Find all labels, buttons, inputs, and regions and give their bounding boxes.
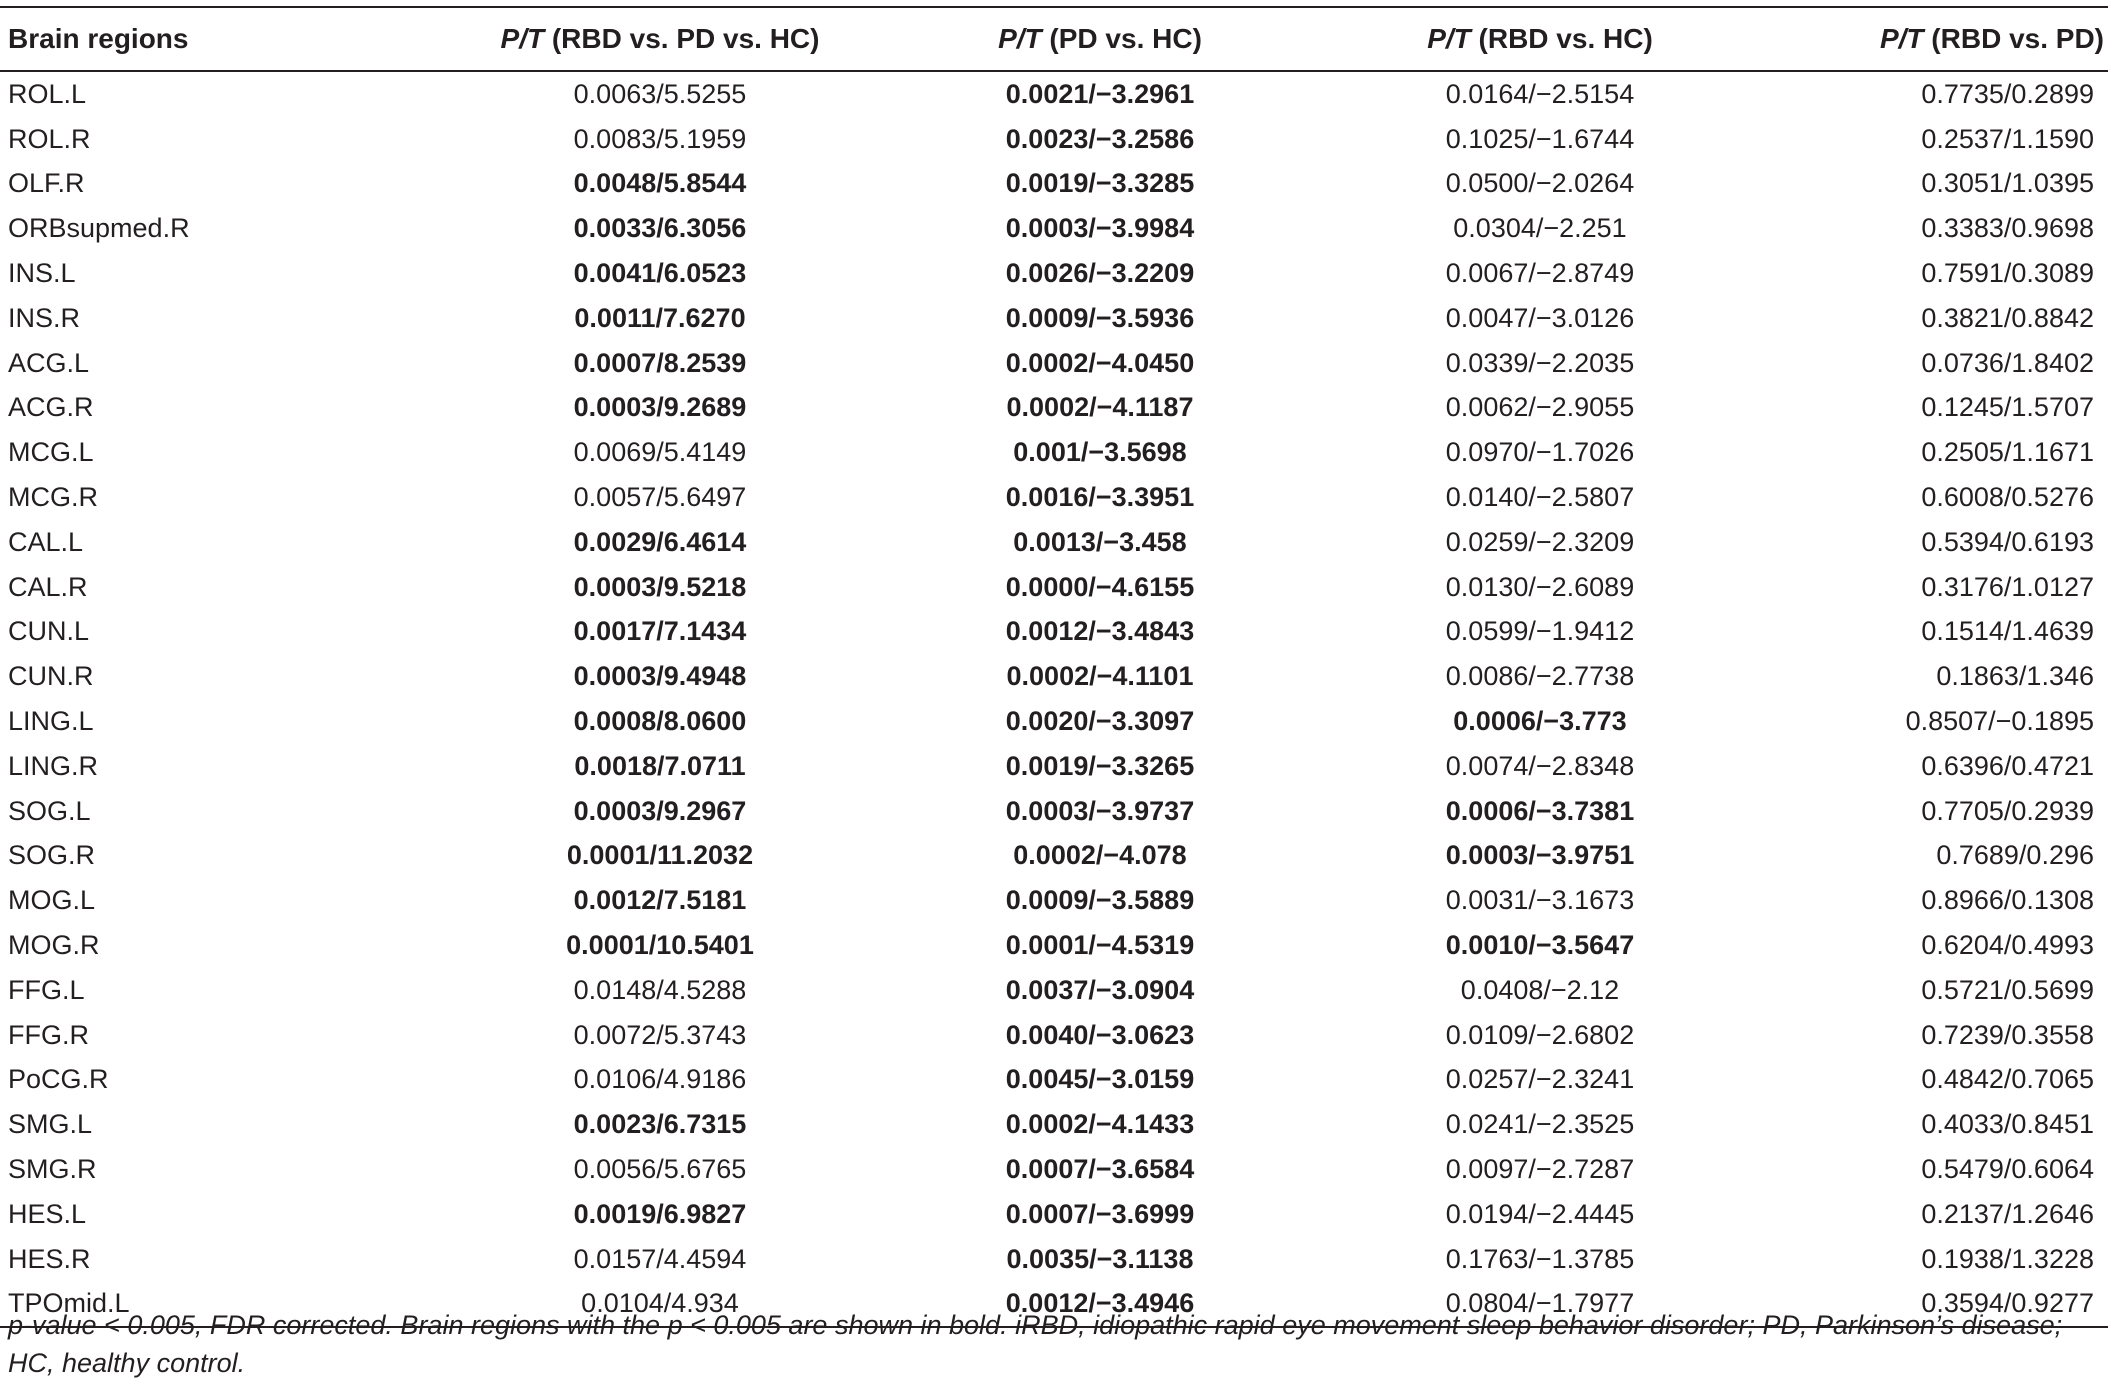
region-cell: SMG.R: [8, 1154, 97, 1185]
rbd-pd-cell: 0.6396/0.4721: [1921, 750, 2094, 781]
rbd-pd-hc-cell: 0.0012/7.5181: [573, 885, 747, 916]
region-cell: MOG.L: [8, 885, 96, 916]
pd-hc-cell: 0.0000/−4.6155: [1005, 571, 1195, 602]
rbd-pd-hc-cell: 0.0023/6.7315: [573, 1109, 747, 1140]
region-cell: ACG.R: [8, 392, 94, 423]
rbd-hc-cell: 0.0408/−2.12: [1460, 974, 1620, 1005]
rbd-hc-cell: 0.0257/−2.3241: [1445, 1064, 1635, 1095]
table-row: [0, 251, 2108, 296]
region-cell: SOG.L: [8, 795, 91, 826]
region-cell: ACG.L: [8, 347, 90, 378]
rbd-pd-cell: 0.6008/0.5276: [1921, 482, 2094, 513]
rbd-hc-cell: 0.0164/−2.5154: [1445, 78, 1635, 109]
pd-hc-cell: 0.0002/−4.1433: [1005, 1109, 1195, 1140]
rbd-pd-hc-cell: 0.0007/8.2539: [573, 347, 747, 378]
pd-hc-cell: 0.0019/−3.3285: [1005, 168, 1195, 199]
table-row: [0, 834, 2108, 879]
pd-hc-cell: 0.0002/−4.078: [1013, 840, 1187, 871]
pd-hc-cell: 0.0009/−3.5936: [1005, 302, 1195, 333]
rbd-hc-cell: 0.0500/−2.0264: [1445, 168, 1635, 199]
header-rbd-pd-hc: P/T (RBD vs. PD vs. HC): [440, 7, 880, 71]
table-row: [0, 162, 2108, 207]
rbd-pd-hc-cell: 0.0056/5.6765: [573, 1154, 747, 1185]
rbd-pd-hc-cell: 0.0148/4.5288: [573, 974, 747, 1005]
rbd-hc-cell: 0.0970/−1.7026: [1445, 437, 1635, 468]
pd-hc-cell: 0.0007/−3.6584: [1005, 1154, 1195, 1185]
region-cell: PoCG.R: [8, 1064, 109, 1095]
rbd-hc-cell: 0.0140/−2.5807: [1445, 482, 1635, 513]
pd-hc-cell: 0.0012/−3.4843: [1005, 616, 1195, 647]
table-row: [0, 117, 2108, 162]
region-cell: CUN.L: [8, 616, 90, 647]
table-row: [0, 1237, 2108, 1282]
region-cell: LING.R: [8, 750, 99, 781]
rbd-pd-cell: 0.7735/0.2899: [1921, 78, 2094, 109]
rbd-pd-cell: 0.0736/1.8402: [1921, 347, 2094, 378]
table-row: [0, 206, 2108, 251]
rbd-hc-cell: 0.0599/−1.9412: [1445, 616, 1635, 647]
rbd-hc-cell: 0.0086/−2.7738: [1445, 661, 1635, 692]
rbd-hc-cell: 0.0097/−2.7287: [1445, 1154, 1635, 1185]
region-cell: MCG.L: [8, 437, 94, 468]
pd-hc-cell: 0.0007/−3.6999: [1005, 1198, 1195, 1229]
table-row: [0, 1147, 2108, 1192]
pd-hc-cell: 0.0002/−4.1101: [1006, 661, 1194, 692]
table-row: [0, 1013, 2108, 1058]
rbd-pd-cell: 0.3821/0.8842: [1921, 302, 2094, 333]
table-row: [0, 475, 2108, 520]
rbd-hc-cell: 0.0067/−2.8749: [1445, 258, 1635, 289]
rbd-pd-hc-cell: 0.0072/5.3743: [573, 1019, 747, 1050]
region-cell: ORBsupmed.R: [8, 213, 190, 244]
rbd-pd-hc-cell: 0.0063/5.5255: [573, 78, 747, 109]
pd-hc-cell: 0.0001/−4.5319: [1005, 930, 1195, 961]
rbd-pd-hc-cell: 0.0003/9.4948: [573, 661, 747, 692]
rbd-hc-cell: 0.0339/−2.2035: [1445, 347, 1635, 378]
rbd-hc-cell: 0.0074/−2.8348: [1445, 750, 1635, 781]
pd-hc-cell: 0.0026/−3.2209: [1005, 258, 1195, 289]
rbd-hc-cell: 0.0304/−2.251: [1453, 213, 1627, 244]
header-pd-hc: P/T (PD vs. HC): [880, 7, 1320, 71]
rbd-pd-cell: 0.2137/1.2646: [1921, 1198, 2094, 1229]
pd-hc-cell: 0.0003/−3.9984: [1005, 213, 1195, 244]
rbd-pd-cell: 0.8507/−0.1895: [1905, 706, 2094, 737]
rbd-pd-cell: 0.5394/0.6193: [1921, 526, 2094, 557]
pd-hc-cell: 0.0009/−3.5889: [1005, 885, 1195, 916]
region-cell: INS.R: [8, 302, 81, 333]
rbd-pd-hc-cell: 0.0041/6.0523: [573, 258, 747, 289]
rbd-pd-hc-cell: 0.0106/4.9186: [573, 1064, 747, 1095]
pd-hc-cell: 0.0002/−4.1187: [1006, 392, 1194, 423]
region-cell: HES.R: [8, 1243, 91, 1274]
pd-hc-cell: 0.0013/−3.458: [1013, 526, 1187, 557]
table-row: [0, 1058, 2108, 1103]
table-row: [0, 789, 2108, 834]
table-row: [0, 386, 2108, 431]
rbd-pd-hc-cell: 0.0017/7.1434: [573, 616, 747, 647]
header-rbd-pd: P/T (RBD vs. PD): [1760, 7, 2108, 71]
header-brain-regions: Brain regions: [0, 7, 440, 71]
rbd-pd-cell: 0.7689/0.296: [1936, 840, 2094, 871]
rbd-hc-cell: 0.0194/−2.4445: [1445, 1198, 1635, 1229]
pd-hc-cell: 0.0016/−3.3951: [1005, 482, 1195, 513]
pd-hc-cell: 0.0020/−3.3097: [1005, 706, 1195, 737]
rbd-hc-cell: 0.0241/−2.3525: [1445, 1109, 1635, 1140]
rbd-pd-cell: 0.1863/1.346: [1936, 661, 2094, 692]
header-rbd-hc: P/T (RBD vs. HC): [1320, 7, 1760, 71]
rbd-pd-hc-cell: 0.0001/10.5401: [566, 930, 754, 961]
rbd-hc-cell: 0.0259/−2.3209: [1445, 526, 1635, 557]
table-row: [0, 430, 2108, 475]
pd-hc-cell: 0.0037/−3.0904: [1005, 974, 1195, 1005]
table-row: [0, 699, 2108, 744]
table-row: [0, 878, 2108, 923]
rbd-pd-hc-cell: 0.0083/5.1959: [573, 123, 747, 154]
rbd-pd-hc-cell: 0.0001/11.2032: [566, 840, 754, 871]
table-row: [0, 744, 2108, 789]
rbd-pd-hc-cell: 0.0018/7.0711: [574, 750, 746, 781]
rbd-pd-hc-cell: 0.0104/4.934: [440, 1282, 880, 1328]
table-row: [0, 1102, 2108, 1147]
region-cell: CAL.L: [8, 526, 84, 557]
rbd-pd-hc-cell: 0.0011/7.6270: [574, 302, 746, 333]
pd-hc-cell: 0.0012/−3.4946: [880, 1282, 1320, 1328]
rbd-pd-cell: 0.3383/0.9698: [1921, 213, 2094, 244]
brain-regions-table: [0, 6, 2108, 1328]
rbd-pd-hc-cell: 0.0008/8.0600: [573, 706, 747, 737]
pd-hc-cell: 0.001/−3.5698: [1013, 437, 1187, 468]
pd-hc-cell: 0.0003/−3.9737: [1005, 795, 1195, 826]
rbd-hc-cell: 0.0130/−2.6089: [1445, 571, 1635, 602]
table-row: [0, 565, 2108, 610]
region-cell: ROL.R: [8, 123, 91, 154]
pd-hc-cell: 0.0002/−4.0450: [1005, 347, 1195, 378]
region-cell: LING.L: [8, 706, 94, 737]
rbd-pd-cell: 0.3051/1.0395: [1921, 168, 2094, 199]
table-row: [0, 520, 2108, 565]
region-cell: ROL.L: [8, 78, 87, 109]
rbd-pd-hc-cell: 0.0029/6.4614: [573, 526, 747, 557]
pd-hc-cell: 0.0023/−3.2586: [1005, 123, 1195, 154]
rbd-hc-cell: 0.0006/−3.773: [1453, 706, 1627, 737]
region-cell: CUN.R: [8, 661, 94, 692]
rbd-hc-cell: 0.0010/−3.5647: [1445, 930, 1635, 961]
rbd-pd-cell: 0.8966/0.1308: [1921, 885, 2094, 916]
region-cell: SMG.L: [8, 1109, 93, 1140]
table-row: [0, 71, 2108, 117]
rbd-hc-cell: 0.0006/−3.7381: [1445, 795, 1635, 826]
rbd-pd-cell: 0.7705/0.2939: [1921, 795, 2094, 826]
pd-hc-cell: 0.0035/−3.1138: [1006, 1243, 1194, 1274]
region-cell: FFG.R: [8, 1019, 89, 1050]
rbd-pd-cell: 0.5721/0.5699: [1921, 974, 2094, 1005]
table-row: [0, 923, 2108, 968]
rbd-hc-cell: 0.0804/−1.7977: [1320, 1282, 1760, 1328]
rbd-pd-cell: 0.1245/1.5707: [1921, 392, 2094, 423]
rbd-pd-cell: 0.6204/0.4993: [1921, 930, 2094, 961]
pd-hc-cell: 0.0040/−3.0623: [1005, 1019, 1195, 1050]
rbd-hc-cell: 0.1025/−1.6744: [1445, 123, 1635, 154]
rbd-pd-hc-cell: 0.0033/6.3056: [573, 213, 747, 244]
rbd-pd-cell: 0.4033/0.8451: [1921, 1109, 2094, 1140]
rbd-pd-hc-cell: 0.0003/9.2967: [573, 795, 747, 826]
table-container: [0, 6, 2119, 1328]
rbd-pd-hc-cell: 0.0003/9.5218: [573, 571, 747, 602]
rbd-pd-cell: 0.1514/1.4639: [1921, 616, 2094, 647]
rbd-hc-cell: 0.0062/−2.9055: [1445, 392, 1635, 423]
region-cell: MCG.R: [8, 482, 98, 513]
table-row: [0, 968, 2108, 1013]
pd-hc-cell: 0.0021/−3.2961: [1005, 78, 1195, 109]
table-header-row: [0, 7, 2108, 71]
rbd-pd-cell: 0.2505/1.1671: [1921, 437, 2094, 468]
rbd-pd-cell: 0.4842/0.7065: [1921, 1064, 2094, 1095]
region-cell: CAL.R: [8, 571, 88, 602]
region-cell: OLF.R: [8, 168, 85, 199]
rbd-pd-cell: 0.1938/1.3228: [1921, 1243, 2094, 1274]
table-row: [0, 610, 2108, 655]
rbd-pd-cell: 0.5479/0.6064: [1921, 1154, 2094, 1185]
table-footnote: p-value < 0.005, FDR corrected. Brain regions with the p < 0.005 are shown in bold. iRBD, idiopathic rapid eye movement sleep behavior disorder; PD, Parkinson’s disease; HC, healthy control.: [8, 1310, 2063, 1378]
region-cell: HES.L: [8, 1198, 87, 1229]
rbd-pd-cell: 0.3594/0.9277: [1760, 1282, 2108, 1328]
rbd-pd-cell: 0.3176/1.0127: [1921, 571, 2094, 602]
rbd-hc-cell: 0.1763/−1.3785: [1445, 1243, 1635, 1274]
rbd-pd-hc-cell: 0.0069/5.4149: [573, 437, 747, 468]
rbd-pd-cell: 0.2537/1.1590: [1921, 123, 2094, 154]
region-cell: TPOmid.L: [0, 1282, 440, 1328]
rbd-hc-cell: 0.0003/−3.9751: [1445, 840, 1635, 871]
rbd-hc-cell: 0.0109/−2.6802: [1445, 1019, 1635, 1050]
pd-hc-cell: 0.0019/−3.3265: [1005, 750, 1195, 781]
pd-hc-cell: 0.0045/−3.0159: [1005, 1064, 1195, 1095]
region-cell: FFG.L: [8, 974, 85, 1005]
table-row: [0, 654, 2108, 699]
rbd-pd-hc-cell: 0.0019/6.9827: [573, 1198, 747, 1229]
rbd-hc-cell: 0.0047/−3.0126: [1445, 302, 1635, 333]
rbd-pd-cell: 0.7591/0.3089: [1921, 258, 2094, 289]
rbd-pd-hc-cell: 0.0057/5.6497: [573, 482, 747, 513]
rbd-pd-cell: 0.7239/0.3558: [1921, 1019, 2094, 1050]
table-body: [0, 71, 2108, 1327]
rbd-pd-hc-cell: 0.0157/4.4594: [573, 1243, 747, 1274]
rbd-pd-hc-cell: 0.0003/9.2689: [573, 392, 747, 423]
region-cell: SOG.R: [8, 840, 96, 871]
table-row: [0, 1192, 2108, 1237]
region-cell: INS.L: [8, 258, 76, 289]
rbd-hc-cell: 0.0031/−3.1673: [1445, 885, 1635, 916]
table-row: [0, 296, 2108, 341]
region-cell: MOG.R: [8, 930, 100, 961]
table-row: [0, 341, 2108, 386]
rbd-pd-hc-cell: 0.0048/5.8544: [573, 168, 747, 199]
